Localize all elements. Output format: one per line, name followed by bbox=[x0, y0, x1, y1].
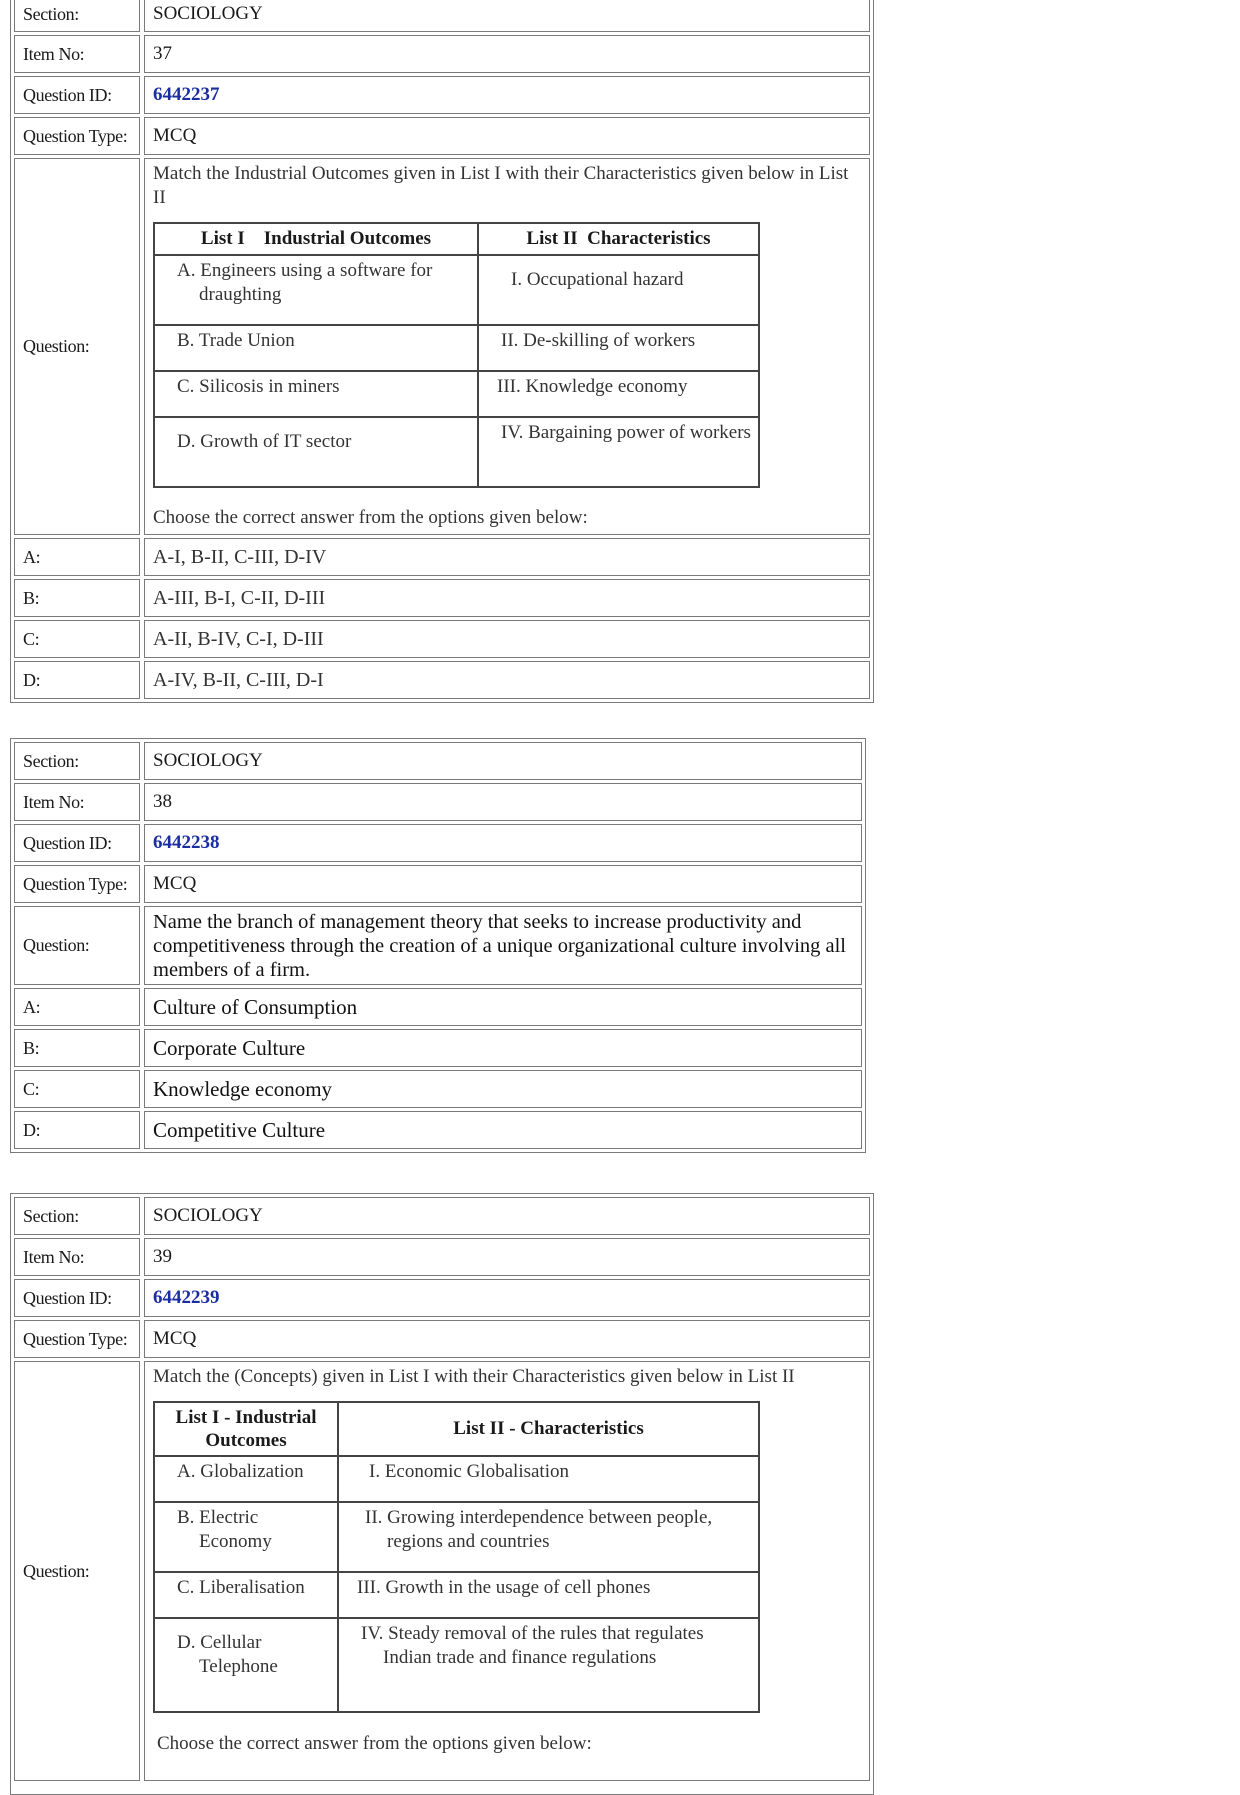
option-d-label: D: bbox=[14, 1111, 140, 1149]
option-a-label: A: bbox=[14, 538, 140, 576]
option-b: Corporate Culture bbox=[144, 1029, 862, 1067]
list2-header bbox=[478, 223, 759, 255]
table-cell: B. Electric Economy bbox=[154, 1502, 338, 1572]
question-id-value: 6442237 bbox=[144, 76, 870, 114]
choose-instruction: Choose the correct answer from the options given below: bbox=[153, 507, 588, 528]
question-text: Match the (Concepts) given in List I with their Characteristics given below in List II bbox=[153, 1366, 795, 1387]
question-label: Question: bbox=[14, 158, 140, 535]
match-table bbox=[153, 1401, 760, 1713]
question-id-value: 6442239 bbox=[144, 1279, 870, 1317]
question-label: Question: bbox=[14, 1361, 140, 1781]
option-d: A-IV, B-II, C-III, D-I bbox=[144, 661, 870, 699]
question-text: Name the branch of management theory that seeks to increase productivity and competitiveness through the creation of a unique organizational culture involving all members of a firm. bbox=[153, 911, 847, 981]
item-no-value: 38 bbox=[144, 783, 862, 821]
table-cell: IV. Bargaining power of workers bbox=[478, 417, 759, 487]
option-c-label: C: bbox=[14, 1070, 140, 1108]
option-a: Culture of Consumption bbox=[144, 988, 862, 1026]
option-b-label: B: bbox=[14, 1029, 140, 1067]
item-no-label: Item No: bbox=[14, 783, 140, 821]
question-type-value: MCQ bbox=[144, 1320, 870, 1358]
table-cell: IV. Steady removal of the rules that regulates Indian trade and finance regulations bbox=[338, 1618, 759, 1712]
table-cell: I. Economic Globalisation bbox=[338, 1456, 759, 1502]
section-value: SOCIOLOGY bbox=[144, 742, 862, 780]
list2-header: List II - Characteristics bbox=[338, 1402, 759, 1456]
option-c: A-II, B-IV, C-I, D-III bbox=[144, 620, 870, 658]
table-cell: III. Growth in the usage of cell phones bbox=[338, 1572, 759, 1618]
item-no-label: Item No: bbox=[14, 1238, 140, 1276]
table-cell: D. Growth of IT sector bbox=[154, 417, 478, 487]
question-id-value: 6442238 bbox=[144, 824, 862, 862]
question-type-value: MCQ bbox=[144, 117, 870, 155]
question-cell bbox=[144, 158, 870, 535]
option-b: A-III, B-I, C-II, D-III bbox=[144, 579, 870, 617]
table-cell: II. Growing interdependence between people, regions and countries bbox=[338, 1502, 759, 1572]
question-text: Match the Industrial Outcomes given in List I with their Characteristics given below in List II bbox=[153, 163, 849, 208]
list1-header-title: Industrial Outcomes bbox=[263, 228, 432, 249]
option-d-label: D: bbox=[14, 661, 140, 699]
question-cell bbox=[144, 906, 862, 985]
option-c-label: C: bbox=[14, 620, 140, 658]
table-cell: B. Trade Union bbox=[154, 325, 478, 371]
item-no-value: 39 bbox=[144, 1238, 870, 1276]
table-cell: I. Occupational hazard bbox=[478, 255, 759, 325]
list2-header-title: Characteristics bbox=[587, 228, 711, 249]
section-label: Section: bbox=[14, 0, 140, 32]
choose-instruction: Choose the correct answer from the options given below: bbox=[157, 1733, 592, 1754]
section-value: SOCIOLOGY bbox=[144, 0, 870, 32]
section-value: SOCIOLOGY bbox=[144, 1197, 870, 1235]
list2-header-label: List II bbox=[526, 228, 578, 249]
match-table bbox=[153, 222, 760, 488]
question-type-label: Question Type: bbox=[14, 117, 140, 155]
question-id-label: Question ID: bbox=[14, 824, 140, 862]
option-a-label: A: bbox=[14, 988, 140, 1026]
option-d: Competitive Culture bbox=[144, 1111, 862, 1149]
question-label: Question: bbox=[14, 906, 140, 985]
table-cell: A. Engineers using a software for draughting bbox=[154, 255, 478, 325]
table-cell: D. Cellular Telephone bbox=[154, 1618, 338, 1712]
option-b-label: B: bbox=[14, 579, 140, 617]
question-type-label: Question Type: bbox=[14, 1320, 140, 1358]
question-block-39 bbox=[10, 1193, 874, 1795]
table-cell: C. Silicosis in miners bbox=[154, 371, 478, 417]
list1-header-label: List I bbox=[200, 228, 245, 249]
question-block-38 bbox=[10, 738, 866, 1153]
table-cell: II. De-skilling of workers bbox=[478, 325, 759, 371]
table-cell: III. Knowledge economy bbox=[478, 371, 759, 417]
question-id-label: Question ID: bbox=[14, 1279, 140, 1317]
option-a: A-I, B-II, C-III, D-IV bbox=[144, 538, 870, 576]
list1-header: List I - Industrial Outcomes bbox=[154, 1402, 338, 1456]
item-no-value: 37 bbox=[144, 35, 870, 73]
table-cell: A. Globalization bbox=[154, 1456, 338, 1502]
question-id-label: Question ID: bbox=[14, 76, 140, 114]
question-block-37 bbox=[10, 0, 874, 703]
item-no-label: Item No: bbox=[14, 35, 140, 73]
section-label: Section: bbox=[14, 742, 140, 780]
table-cell: C. Liberalisation bbox=[154, 1572, 338, 1618]
question-type-value: MCQ bbox=[144, 865, 862, 903]
option-c: Knowledge economy bbox=[144, 1070, 862, 1108]
question-type-label: Question Type: bbox=[14, 865, 140, 903]
list1-header bbox=[154, 223, 478, 255]
question-cell bbox=[144, 1361, 870, 1781]
section-label: Section: bbox=[14, 1197, 140, 1235]
